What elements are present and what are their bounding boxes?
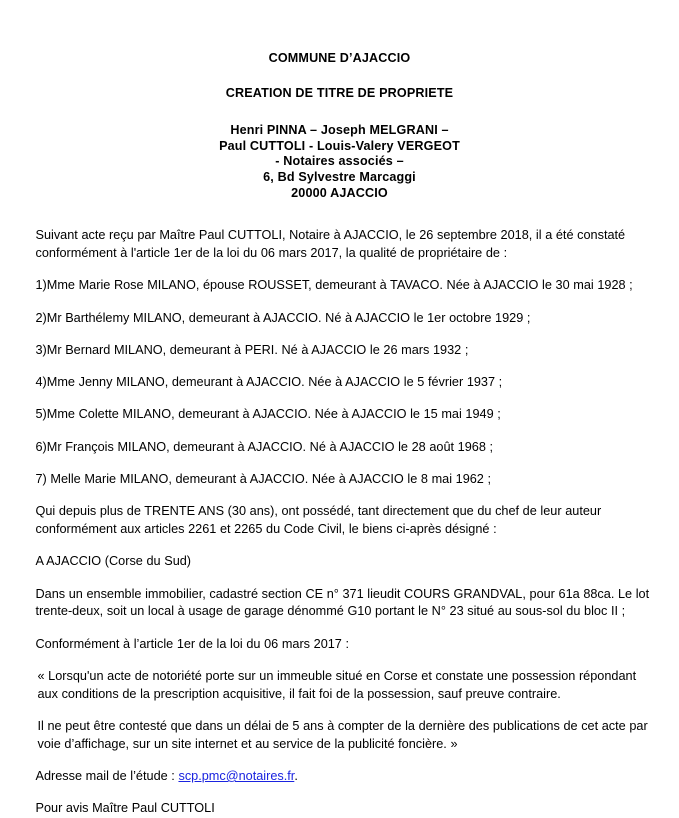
legal-quote-part-2: Il ne peut être contesté que dans un délai de 5 ans à compter de la dernière des publications de cet acte par voie d’affichage, sur un site internet et au service de la publicité foncière. » bbox=[37, 718, 648, 751]
intro-paragraph: Suivant acte reçu par Maître Paul CUTTOLI, Notaire à AJACCIO, le 26 septembre 2018, il a été constaté conformément à l'article 1er de la loi du 06 mars 2017, la qualité de propriétaire de : bbox=[35, 228, 626, 260]
email-label: Adresse mail de l’étude : bbox=[35, 769, 179, 783]
email-link[interactable]: scp.pmc@notaires.fr bbox=[178, 769, 295, 783]
owner-item: 6)Mr François MILANO, demeurant à AJACCIO. Né à AJACCIO le 28 août 1968 ; bbox=[35, 439, 494, 454]
document-body bbox=[30, 199, 650, 818]
owner-item: 3)Mr Bernard MILANO, demeurant à PERI. Né à AJACCIO le 26 mars 1932 ; bbox=[35, 342, 469, 357]
law-reference: Conformément à l’article 1er de la loi du 06 mars 2017 : bbox=[35, 636, 350, 651]
office-city: 20000 AJACCIO bbox=[291, 185, 388, 200]
location-line: A AJACCIO (Corse du Sud) bbox=[35, 554, 192, 569]
office-address: 6, Bd Sylvestre Marcaggi bbox=[263, 169, 416, 184]
email-trailing-period: . bbox=[294, 769, 298, 783]
document-header bbox=[0, 0, 679, 199]
possession-paragraph: Qui depuis plus de TRENTE ANS (30 ans), ont possédé, tant directement que du chef de leur auteur conformément aux articles 2261 et 2265 du Code Civil, le biens ci-après désigné : bbox=[35, 504, 602, 536]
owner-item: 5)Mme Colette MILANO, demeurant à AJACCIO. Née à AJACCIO le 15 mai 1949 ; bbox=[35, 407, 501, 422]
owner-item: 4)Mme Jenny MILANO, demeurant à AJACCIO. Née à AJACCIO le 5 février 1937 ; bbox=[35, 375, 503, 390]
notaries-line-1: Henri PINNA – Joseph MELGRANI – bbox=[230, 123, 449, 138]
document-title: CREATION DE TITRE DE PROPRIETE bbox=[225, 85, 454, 100]
header-commune: COMMUNE D’AJACCIO bbox=[268, 51, 411, 65]
notaries-association: - Notaires associés – bbox=[275, 154, 404, 169]
legal-quote-part-1: « Lorsqu'un acte de notoriété porte sur un immeuble situé en Corse et constate une possession répondant aux conditions de la prescription acquisitive, il fait foi de la possession, sauf preuve contraire. bbox=[37, 668, 637, 701]
notaries-line-2: Paul CUTTOLI - Louis-Valery VERGEOT bbox=[219, 138, 460, 153]
owner-item: 1)Mme Marie Rose MILANO, épouse ROUSSET, demeurant à TAVACO. Née à AJACCIO le 30 mai 1928 ; bbox=[35, 278, 633, 293]
owner-item: 2)Mr Barthélemy MILANO, demeurant à AJACCIO. Né à AJACCIO le 1er octobre 1929 ; bbox=[35, 310, 531, 325]
owner-item: 7) Melle Marie MILANO, demeurant à AJACCIO. Née à AJACCIO le 8 mai 1962 ; bbox=[35, 471, 492, 486]
property-description: Dans un ensemble immobilier, cadastré section CE n° 371 lieudit COURS GRANDVAL, pour 61a 88ca. Le lot trente-deux, soit un local à usage de garage dénommé G10 portant le N° 23 situé au sous-sol du bloc II ; bbox=[35, 586, 650, 619]
signature-line: Pour avis Maître Paul CUTTOLI bbox=[35, 801, 215, 816]
email-line bbox=[36, 768, 650, 786]
